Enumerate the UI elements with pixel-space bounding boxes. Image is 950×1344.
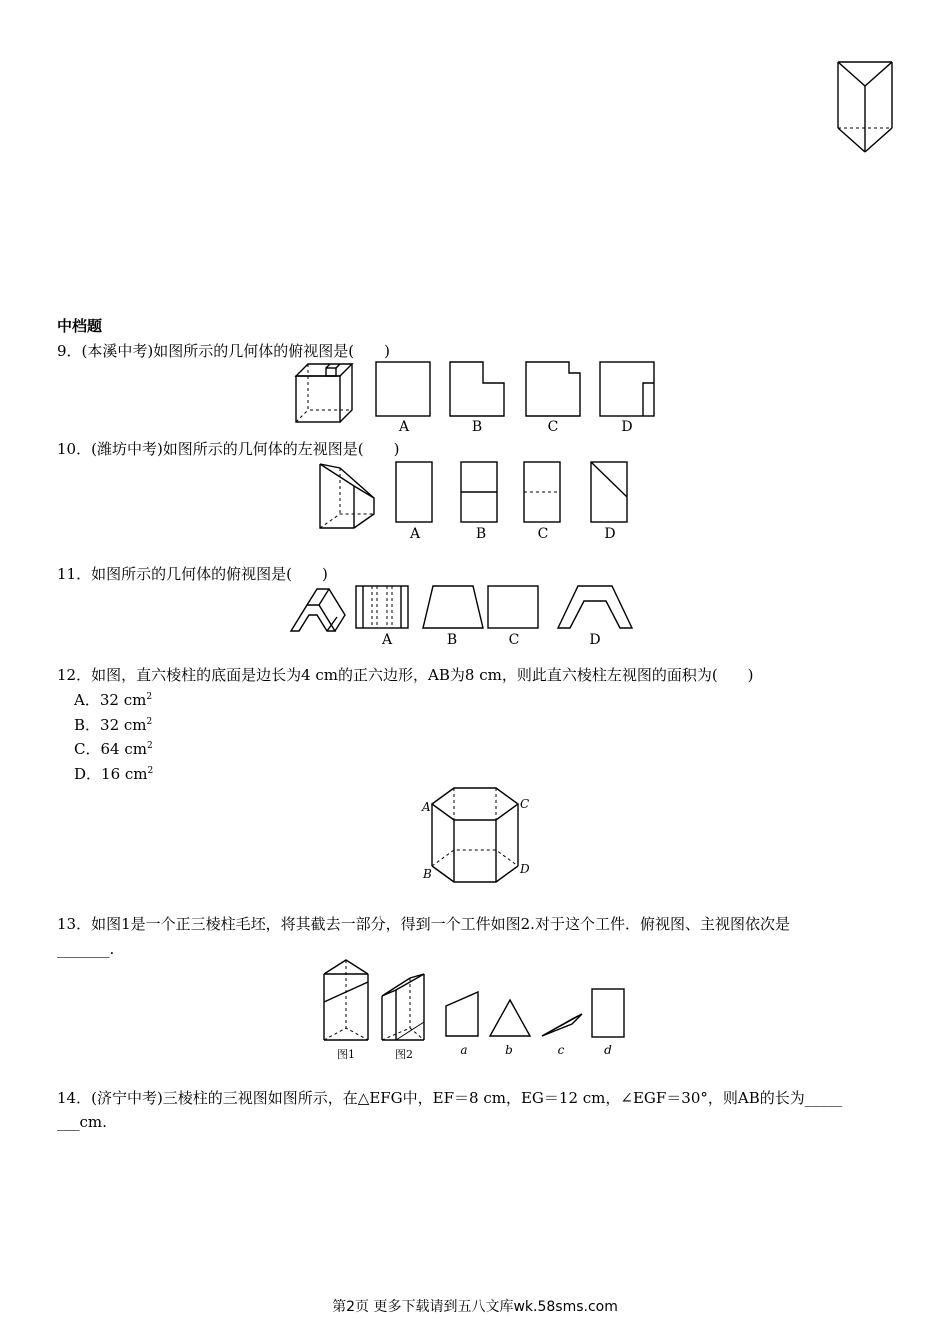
view-d-label: d: [604, 1043, 612, 1057]
question-14: 14．(济宁中考)三棱柱的三视图如图所示，在△EFG中，EF＝8 cm，EG＝12 cm，∠EGF＝30°，则AB的长为_____: [57, 1089, 843, 1107]
question-14-blank: ___cm.: [57, 1113, 107, 1131]
q9-label-a: A: [398, 419, 410, 435]
question-12: 12．如图，直六棱柱的底面是边长为4 cm的正六边形，AB为8 cm，则此直六棱柱左视图的面积为( ): [57, 666, 754, 684]
fig2-label: 图2: [395, 1048, 413, 1061]
q10-label-a: A: [409, 526, 421, 542]
view-b-label: b: [505, 1043, 513, 1057]
question-13: 13．如图1是一个正三棱柱毛坯，将其截去一部分，得到一个工件如图2.对于这个工件．俯视图、主视图依次是: [57, 915, 790, 933]
q10-label-c: C: [537, 526, 549, 542]
question-9: 9．(本溪中考)如图所示的几何体的俯视图是( ): [57, 342, 390, 360]
triangular-prism-figure: [836, 60, 896, 155]
q11-option-a: [355, 585, 411, 631]
q10-label-b: B: [475, 526, 487, 542]
q11-option-d: [556, 585, 634, 631]
q12-option-b: B．32 $cm^2$: [74, 716, 153, 734]
q10-label-d: D: [604, 526, 616, 542]
point-c: C: [520, 797, 530, 811]
q9-option-d: [599, 361, 656, 418]
page-footer: 第2页 更多下载请到五八文库wk.58sms.com: [332, 1299, 618, 1315]
question-11: 11．如图所示的几何体的俯视图是( ): [57, 565, 328, 583]
q11-option-b: [421, 585, 485, 631]
q10-option-c: [523, 461, 563, 525]
q11-label-c: C: [508, 632, 520, 648]
q9-option-c: [525, 361, 582, 418]
q9-option-b: [449, 361, 506, 418]
question-10: 10．(潍坊中考)如图所示的几何体的左视图是( ): [57, 440, 400, 458]
point-a: A: [422, 800, 431, 814]
view-a-label: a: [460, 1043, 468, 1057]
view-c: [540, 1012, 586, 1040]
hexagonal-prism-figure: [430, 782, 524, 886]
q10-option-b: [460, 461, 500, 525]
q9-label-b: B: [471, 419, 483, 435]
point-b: B: [423, 867, 432, 881]
question-13-blank: _______.: [57, 940, 115, 958]
q11-solid-figure: [289, 585, 347, 635]
q9-solid-figure: [294, 362, 356, 424]
q12-option-a: A．32 $cm^2$: [74, 691, 153, 709]
view-c-label: c: [557, 1043, 565, 1057]
fig1-label: 图1: [337, 1048, 355, 1061]
q10-option-a: [395, 461, 435, 525]
q12-option-d: D．16 $cm^2$: [74, 765, 154, 783]
q11-option-c: [487, 585, 541, 631]
q9-label-c: C: [547, 419, 559, 435]
q11-label-a: A: [381, 632, 393, 648]
q9-label-d: D: [621, 419, 633, 435]
view-a: [444, 990, 482, 1040]
view-d: [591, 988, 627, 1040]
section-title: 中档题: [57, 317, 103, 335]
fig2-workpiece: [380, 972, 428, 1044]
q11-label-b: B: [446, 632, 458, 648]
q9-option-a: [375, 361, 432, 418]
q10-solid-figure: [318, 462, 378, 532]
q12-option-c: C．64 $cm^2$: [74, 740, 153, 758]
q10-option-d: [590, 461, 630, 525]
fig1-prism: [322, 958, 370, 1044]
q11-label-d: D: [589, 632, 601, 648]
view-b: [488, 998, 534, 1040]
point-d: D: [520, 862, 530, 876]
